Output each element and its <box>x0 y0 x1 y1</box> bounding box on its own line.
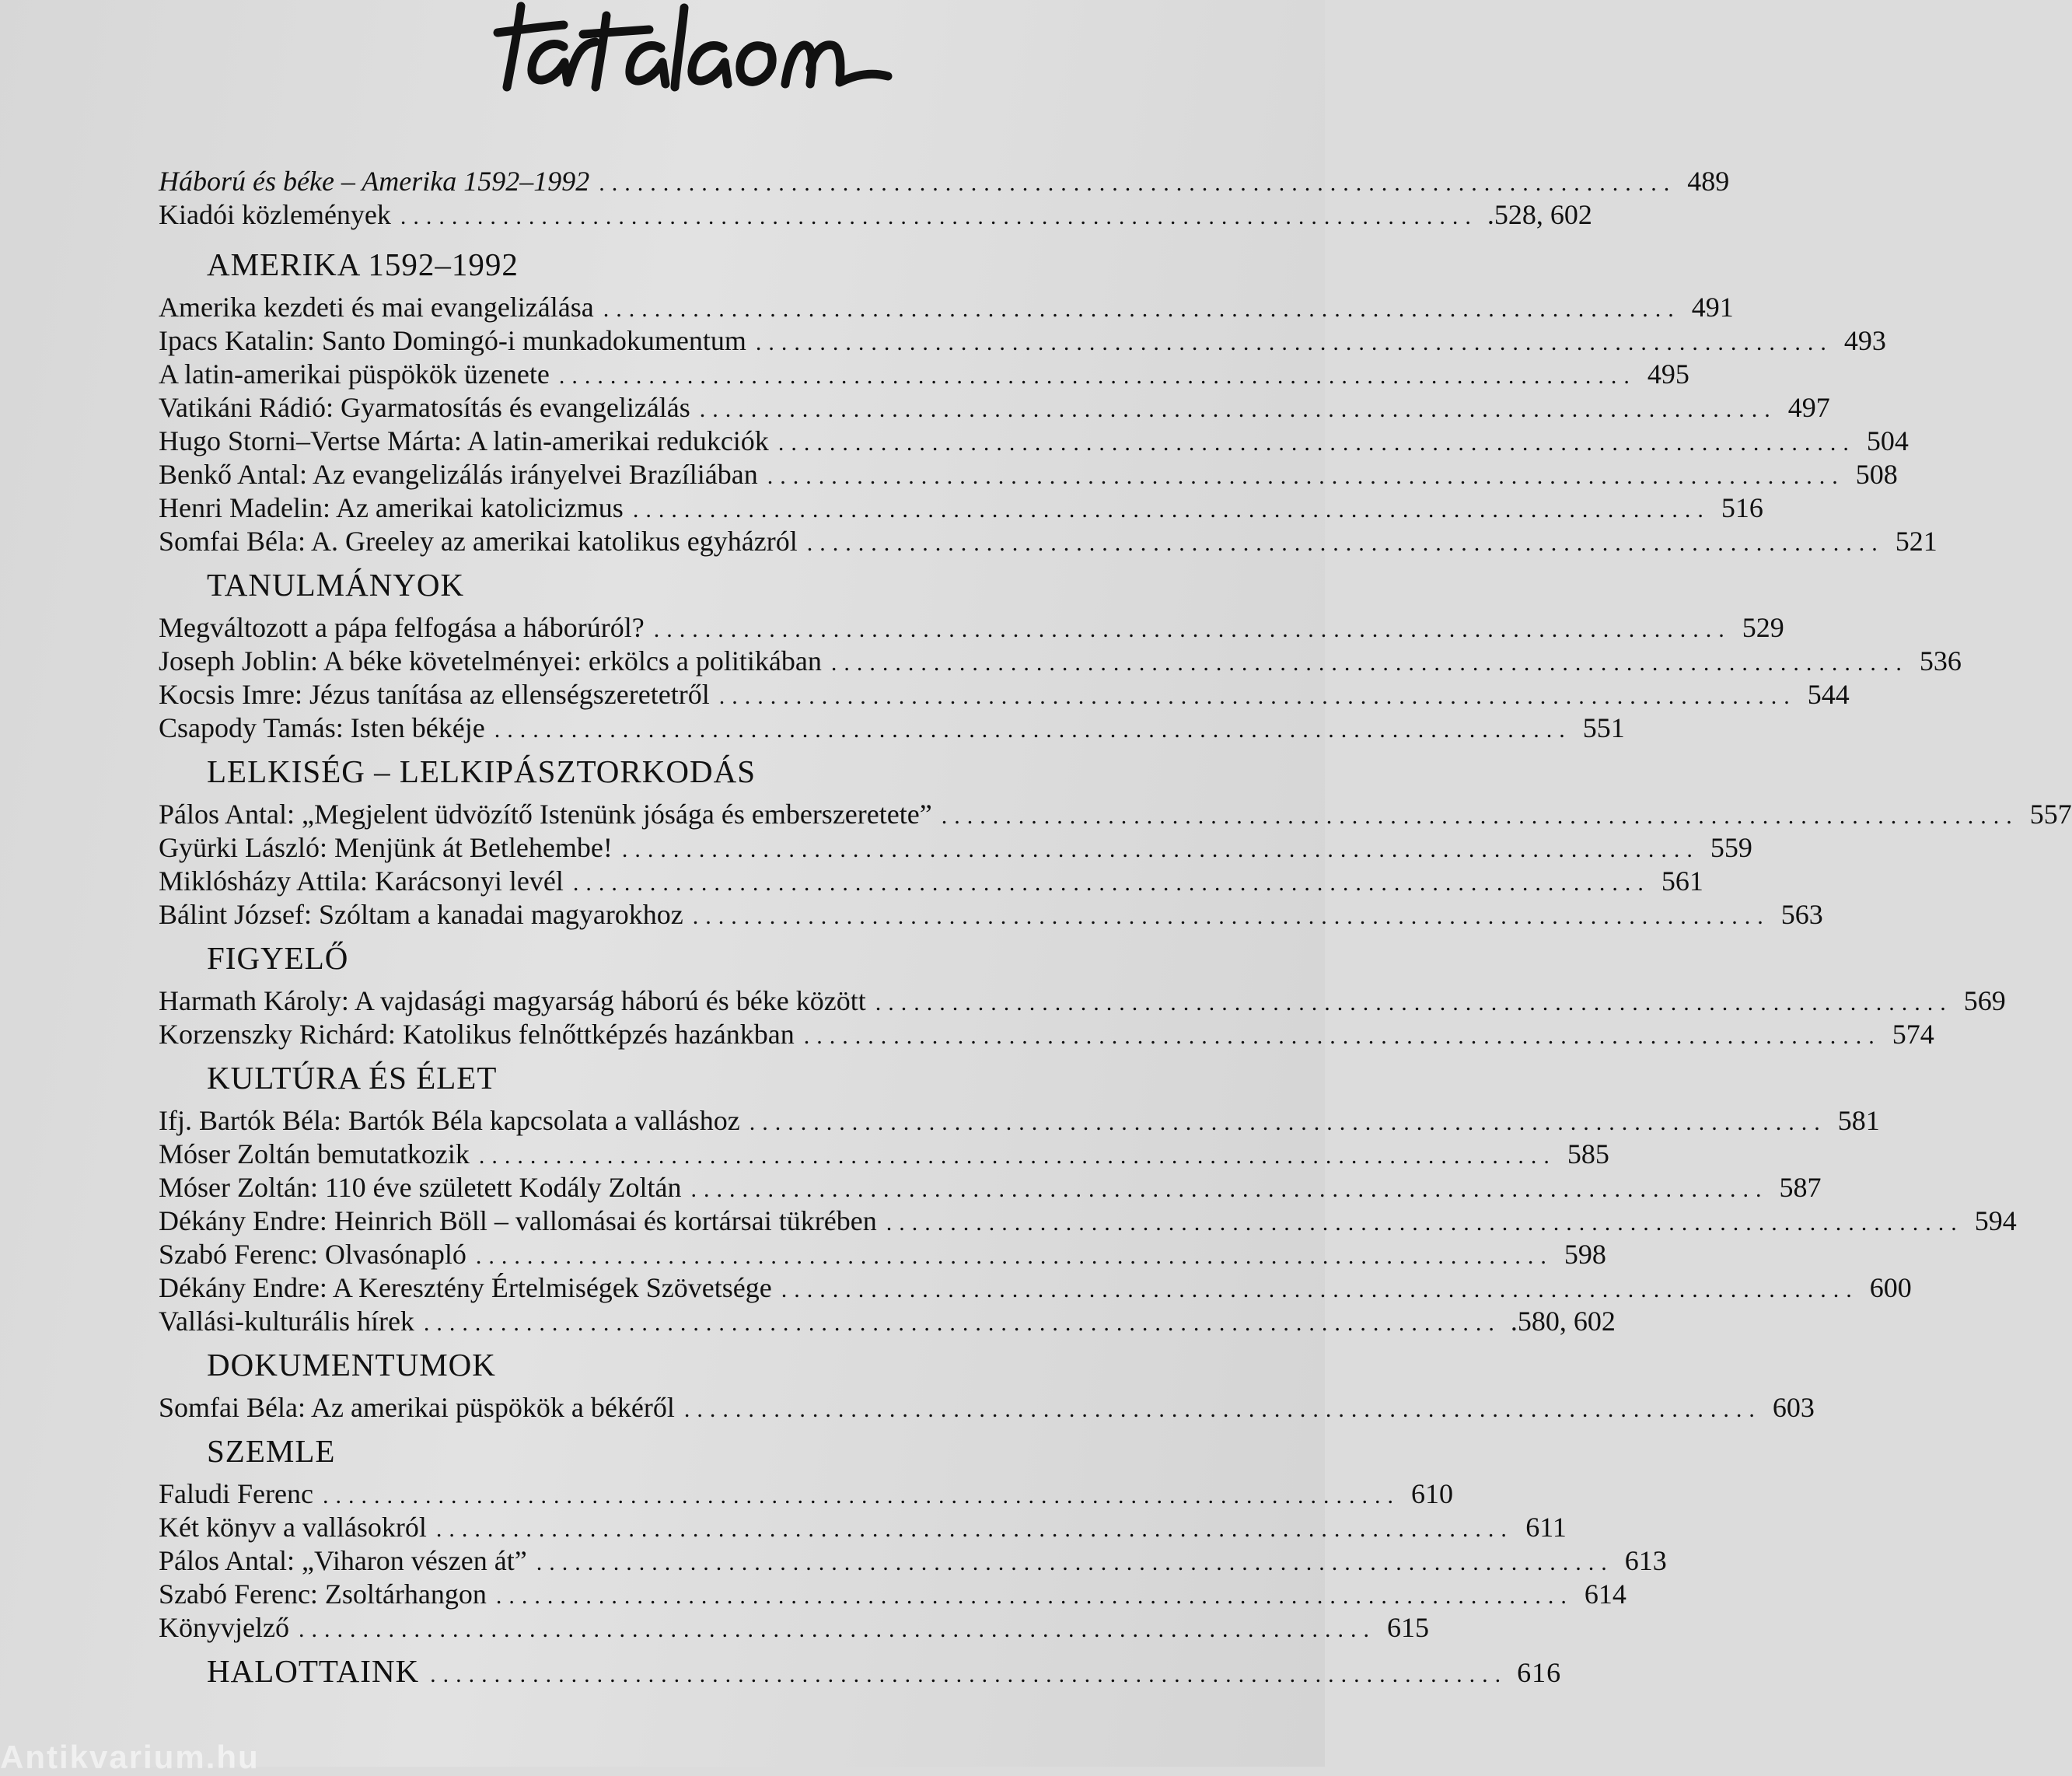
toc-entry[interactable] <box>159 865 1703 898</box>
entry-title: Pálos Antal: „Viharon vészen át” <box>159 1545 527 1576</box>
entry-page: 489 <box>1687 166 1730 197</box>
entry-title: Bálint József: Szóltam a kanadai magyarokhoz <box>159 899 683 930</box>
entry-page: 581 <box>1837 1105 1880 1136</box>
toc-entry[interactable] <box>159 1477 1453 1511</box>
entry-page: 616 <box>1517 1657 1562 1688</box>
dot-leader: .................................................................................... <box>494 717 1572 743</box>
dot-leader: .................................................................................... <box>400 204 1478 229</box>
section-heading-label: DOKUMENTUMOK <box>207 1347 496 1383</box>
section-heading <box>159 1051 1275 1104</box>
toc-entry[interactable] <box>159 1544 1667 1578</box>
toc-entry[interactable] <box>159 491 1763 525</box>
dot-leader: .................................................................................... <box>495 1583 1574 1609</box>
toc-entry[interactable] <box>159 358 1689 391</box>
entry-page: 521 <box>1895 526 1937 557</box>
dot-leader: .................................................................................... <box>830 650 1909 676</box>
entry-page: 569 <box>1963 985 2006 1016</box>
dot-leader: .................................................................................... <box>603 296 1681 322</box>
entry-page: 610 <box>1410 1478 1453 1509</box>
entry-title: Dékány Endre: Heinrich Böll – vallomásai és kortársai tükrében <box>159 1205 877 1236</box>
section-heading-label: FIGYELŐ <box>207 940 349 976</box>
entry-page: 497 <box>1787 392 1830 423</box>
dot-leader: .................................................................................... <box>558 363 1637 389</box>
entry-page: 587 <box>1779 1172 1822 1203</box>
page-title <box>482 0 964 117</box>
toc-entry[interactable] <box>159 1578 1627 1611</box>
dot-leader: .................................................................................... <box>886 1210 1964 1236</box>
entry-title: A latin-amerikai püspökök üzenete <box>159 358 550 390</box>
entry-title: Vallási-kulturális hírek <box>159 1306 414 1337</box>
toc-entry[interactable] <box>159 1271 1912 1305</box>
entry-title: Két könyv a vallásokról <box>159 1512 427 1543</box>
dot-leader: .................................................................................... <box>749 1110 1827 1135</box>
handwritten-title-logo <box>490 0 956 109</box>
dot-leader: .................................................................................... <box>430 1662 1508 1687</box>
toc-entry[interactable] <box>159 391 1830 425</box>
dot-leader: .................................................................................... <box>475 1243 1553 1269</box>
entry-page: 561 <box>1661 865 1703 897</box>
entry-page: 544 <box>1807 679 1850 710</box>
table-of-contents <box>159 165 2072 1697</box>
dot-leader: .................................................................................... <box>298 1617 1376 1642</box>
entry-title: Kiadói közlemények <box>159 199 391 230</box>
entry-page: 574 <box>1892 1019 1934 1050</box>
entry-page: 614 <box>1584 1578 1627 1610</box>
dot-leader: .................................................................................... <box>803 1023 1882 1049</box>
entry-page: 559 <box>1710 832 1752 863</box>
dot-leader: .................................................................................... <box>478 1143 1557 1169</box>
entry-page: 495 <box>1647 358 1689 390</box>
toc-entry[interactable] <box>159 1511 1567 1544</box>
dot-leader: .................................................................................... <box>423 1310 1501 1336</box>
entry-page: .528, 602 <box>1487 199 1592 230</box>
section-heading <box>159 558 1275 611</box>
dot-leader: .................................................................................... <box>781 1277 1859 1302</box>
entry-title: Dékány Endre: A Keresztény Értelmiségek Szövetsége <box>159 1272 772 1303</box>
entry-page: 557 <box>2029 799 2072 830</box>
entry-title: Miklósházy Attila: Karácsonyi levél <box>159 865 564 897</box>
entry-title: Pálos Antal: „Megjelent üdvözítő Istenünk jósága és emberszeretete” <box>159 799 932 830</box>
dot-leader: .................................................................................... <box>653 617 1731 642</box>
entry-page: 493 <box>1843 325 1886 356</box>
entry-title: Faludi Ferenc <box>159 1478 313 1509</box>
entry-title: Harmath Károly: A vajdasági magyarság háború és béke között <box>159 985 866 1016</box>
dot-leader: .................................................................................... <box>621 837 1700 862</box>
toc-entry[interactable] <box>159 611 1784 645</box>
entry-title: Móser Zoltán: 110 éve született Kodály Zoltán <box>159 1172 682 1203</box>
toc-entry[interactable] <box>159 324 1886 358</box>
dot-leader: .................................................................................... <box>755 330 1833 355</box>
entry-title: Korzenszky Richárd: Katolikus felnőttképzés hazánkban <box>159 1019 795 1050</box>
entry-title: Móser Zoltán bemutatkozik <box>159 1138 470 1169</box>
section-heading <box>159 1425 1275 1477</box>
dot-leader: .................................................................................... <box>941 803 2019 829</box>
entry-page: 594 <box>1974 1205 2017 1236</box>
dot-leader: .................................................................................... <box>699 397 1777 422</box>
entry-title: Könyvjelző <box>159 1612 289 1643</box>
entry-title: Szabó Ferenc: Olvasónapló <box>159 1239 466 1270</box>
entry-title: Hugo Storni–Vertse Márta: A latin-amerikai redukciók <box>159 425 769 456</box>
entry-page: .580, 602 <box>1510 1306 1616 1337</box>
toc-entry[interactable] <box>159 711 1625 745</box>
section-heading <box>159 932 1275 984</box>
section-heading-label: SZEMLE <box>207 1433 336 1469</box>
entry-title: Gyürki László: Menjünk át Betlehembe! <box>159 832 613 863</box>
toc-entry[interactable] <box>159 1104 1880 1138</box>
toc-entry[interactable] <box>159 525 1937 558</box>
entry-page: 603 <box>1772 1392 1815 1423</box>
dot-leader: .................................................................................... <box>632 497 1710 523</box>
toc-entry[interactable] <box>159 1238 1606 1271</box>
entry-title: Somfai Béla: A. Greeley az amerikai katolikus egyházról <box>159 526 798 557</box>
toc-entry[interactable] <box>159 198 1592 232</box>
dot-leader: .................................................................................... <box>599 170 1677 196</box>
section-heading-label: TANULMÁNYOK <box>207 567 465 603</box>
section-heading-label: AMERIKA 1592–1992 <box>207 246 519 282</box>
toc-entry[interactable] <box>159 291 1734 324</box>
toc-entry[interactable] <box>159 1171 1822 1204</box>
entry-page: 529 <box>1742 612 1784 643</box>
toc-entry[interactable] <box>159 458 1898 491</box>
entry-title: Ipacs Katalin: Santo Domingó-i munkadokumentum <box>159 325 746 356</box>
toc-entry[interactable] <box>159 898 1823 932</box>
entry-page: 613 <box>1624 1545 1667 1576</box>
toc-sections <box>159 238 2072 1645</box>
entry-title: Benkő Antal: Az evangelizálás irányelvei Brazíliában <box>159 459 758 490</box>
dot-leader: .................................................................................... <box>690 1176 1769 1202</box>
watermark: Antikvarium.hu <box>0 1739 260 1775</box>
entry-page: 516 <box>1721 492 1763 523</box>
entry-page: 585 <box>1567 1138 1609 1169</box>
entry-page: 611 <box>1525 1512 1567 1543</box>
section-heading <box>159 238 1275 291</box>
dot-leader: .................................................................................... <box>718 683 1797 709</box>
entry-title: Henri Madelin: Az amerikai katolicizmus <box>159 492 624 523</box>
dot-leader: .................................................................................... <box>435 1516 1514 1542</box>
toc-entry[interactable] <box>159 984 2006 1018</box>
entry-page: 563 <box>1780 899 1823 930</box>
entry-page: 615 <box>1386 1612 1429 1643</box>
section-heading-label: KULTÚRA ÉS ÉLET <box>207 1060 498 1096</box>
entry-page: 504 <box>1866 425 1909 456</box>
toc-entry[interactable] <box>159 1138 1609 1171</box>
dot-leader: .................................................................................... <box>322 1483 1400 1509</box>
entry-title: Somfai Béla: Az amerikai püspökök a békéről <box>159 1392 675 1423</box>
entry-title: Ifj. Bartók Béla: Bartók Béla kapcsolata a valláshoz <box>159 1105 740 1136</box>
toc-entry[interactable] <box>159 1204 2017 1238</box>
dot-leader: .................................................................................... <box>536 1550 1614 1575</box>
dot-leader: .................................................................................... <box>572 870 1651 896</box>
toc-entry[interactable] <box>159 678 1850 711</box>
section-heading <box>159 745 1275 798</box>
toc-entry[interactable] <box>159 1305 1616 1338</box>
dot-leader: .................................................................................... <box>767 463 1845 489</box>
entry-page: 551 <box>1582 712 1625 743</box>
dot-leader: .................................................................................... <box>875 990 1953 1016</box>
dot-leader: .................................................................................... <box>777 430 1856 456</box>
section-heading-label: LELKISÉG – LELKIPÁSZTORKODÁS <box>207 753 756 789</box>
entry-title: Háború és béke – Amerika 1592–1992 <box>159 166 590 197</box>
entry-page: 491 <box>1691 292 1734 323</box>
dot-leader: .................................................................................... <box>806 530 1885 556</box>
section-heading-label: HALOTTAINK <box>207 1653 420 1689</box>
dot-leader: .................................................................................... <box>683 1397 1762 1422</box>
entry-title: Amerika kezdeti és mai evangelizálása <box>159 292 594 323</box>
section-heading <box>159 1338 1275 1391</box>
entry-page: 600 <box>1869 1272 1912 1303</box>
entry-page: 536 <box>1919 645 1962 676</box>
entry-page: 508 <box>1855 459 1898 490</box>
toc-entry[interactable] <box>159 645 1962 678</box>
entry-title: Kocsis Imre: Jézus tanítása az ellenségszeretetről <box>159 679 710 710</box>
entry-page: 598 <box>1564 1239 1606 1270</box>
toc-entry[interactable] <box>159 425 1909 458</box>
entry-title: Csapody Tamás: Isten békéje <box>159 712 485 743</box>
toc-entry[interactable] <box>159 1018 1934 1051</box>
toc-entry[interactable] <box>159 1391 1815 1425</box>
entry-title: Megváltozott a pápa felfogása a háborúról? <box>159 612 645 643</box>
toc-entry[interactable] <box>159 831 1752 865</box>
toc-entry[interactable] <box>159 165 1730 198</box>
dot-leader: .................................................................................... <box>692 904 1770 929</box>
toc-entry[interactable] <box>159 1611 1429 1645</box>
toc-entry[interactable] <box>159 798 2072 831</box>
entry-title: Szabó Ferenc: Zsoltárhangon <box>159 1578 487 1610</box>
entry-title: Joseph Joblin: A béke követelményei: erkölcs a politikában <box>159 645 822 676</box>
section-heading-halottaink[interactable] <box>159 1645 1562 1697</box>
entry-title: Vatikáni Rádió: Gyarmatosítás és evangelizálás <box>159 392 690 423</box>
